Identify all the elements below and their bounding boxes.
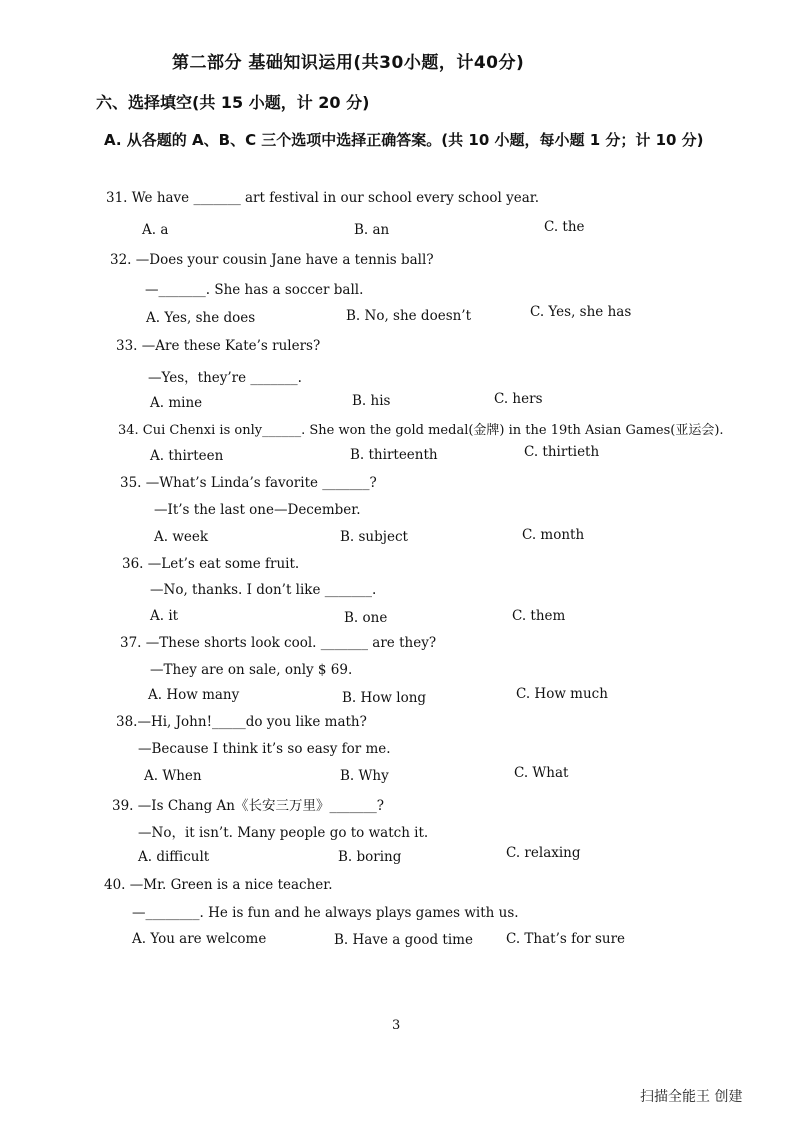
q34-option-a: A. thirteen (150, 448, 224, 464)
q35-option-b: B. subject (340, 529, 408, 545)
question-37-line-2: —They are on sale, only $ 69. (150, 662, 353, 678)
q34-option-c: C. thirtieth (524, 444, 600, 460)
q32-option-b: B. No, she doesn’t (346, 308, 472, 324)
q32-option-a: A. Yes, she does (146, 310, 256, 326)
sub-instruction: A. 从各题的 A、B、C 三个选项中选择正确答案。(共 10 小题，每小题 1 分；计 10 分) (104, 131, 704, 149)
q31-option-b: B. an (354, 222, 390, 238)
section-title: 六、选择填空(共 15 小题，计 20 分) (96, 93, 370, 112)
part-title: 第二部分 基础知识运用(共30小题，计40分) (172, 53, 525, 73)
q40-option-b: B. Have a good time (334, 932, 473, 948)
question-34-line-1: 34. Cui Chenxi is only______. She won the gold medal(金牌) in the 19th Asian Games(亚运会). (118, 423, 724, 438)
q39-option-c: C. relaxing (506, 845, 581, 861)
question-31-line-1: 31. We have _______ art festival in our school every school year. (106, 190, 540, 206)
question-38-line-2: —Because I think it’s so easy for me. (138, 741, 391, 757)
question-35-line-1: 35. —What’s Linda’s favorite _______? (120, 475, 377, 491)
q37-option-a: A. How many (148, 687, 240, 703)
question-33-line-2: —Yes，they’re _______. (148, 370, 302, 386)
question-36-line-1: 36. —Let’s eat some fruit. (122, 556, 300, 572)
q33-option-b: B. his (352, 393, 391, 409)
q37-option-b: B. How long (342, 690, 427, 706)
q33-option-a: A. mine (150, 395, 203, 411)
q38-option-c: C. What (514, 765, 569, 781)
q40-option-a: A. You are welcome (132, 931, 267, 947)
q40-option-c: C. That’s for sure (506, 931, 626, 947)
q31-option-c: C. the (544, 219, 585, 235)
question-32-line-2: —_______. She has a soccer ball. (145, 282, 364, 298)
question-35-line-2: —It’s the last one—December. (154, 502, 361, 518)
page-number: 3 (392, 1018, 401, 1033)
q38-option-b: B. Why (340, 768, 389, 784)
q39-option-a: A. difficult (138, 849, 210, 865)
q35-option-c: C. month (522, 527, 585, 543)
question-38-line-1: 38.—Hi, John!_____do you like math? (116, 714, 367, 730)
q31-option-a: A. a (142, 222, 169, 238)
q37-option-c: C. How much (516, 686, 608, 702)
question-37-line-1: 37. —These shorts look cool. _______ are they? (120, 635, 437, 651)
scanner-watermark: 扫描全能王 创建 (640, 1089, 743, 1105)
q36-option-b: B. one (344, 610, 388, 626)
question-33-line-1: 33. —Are these Kate’s rulers? (116, 338, 321, 354)
q36-option-c: C. them (512, 608, 566, 624)
q39-option-b: B. boring (338, 849, 402, 865)
question-39-line-2: —No，it isn’t. Many people go to watch it. (138, 825, 429, 841)
q38-option-a: A. When (144, 768, 202, 784)
q36-option-a: A. it (150, 608, 179, 624)
q35-option-a: A. week (154, 529, 209, 545)
question-36-line-2: —No, thanks. I don’t like _______. (150, 582, 377, 598)
question-40-line-2: —________. He is fun and he always plays games with us. (132, 905, 519, 921)
q33-option-c: C. hers (494, 391, 543, 407)
question-39-line-1: 39. —Is Chang An《长安三万里》_______? (112, 798, 384, 814)
q34-option-b: B. thirteenth (350, 447, 438, 463)
question-40-line-1: 40. —Mr. Green is a nice teacher. (104, 877, 333, 893)
question-32-line-1: 32. —Does your cousin Jane have a tennis ball? (110, 252, 434, 268)
q32-option-c: C. Yes, she has (530, 304, 632, 320)
